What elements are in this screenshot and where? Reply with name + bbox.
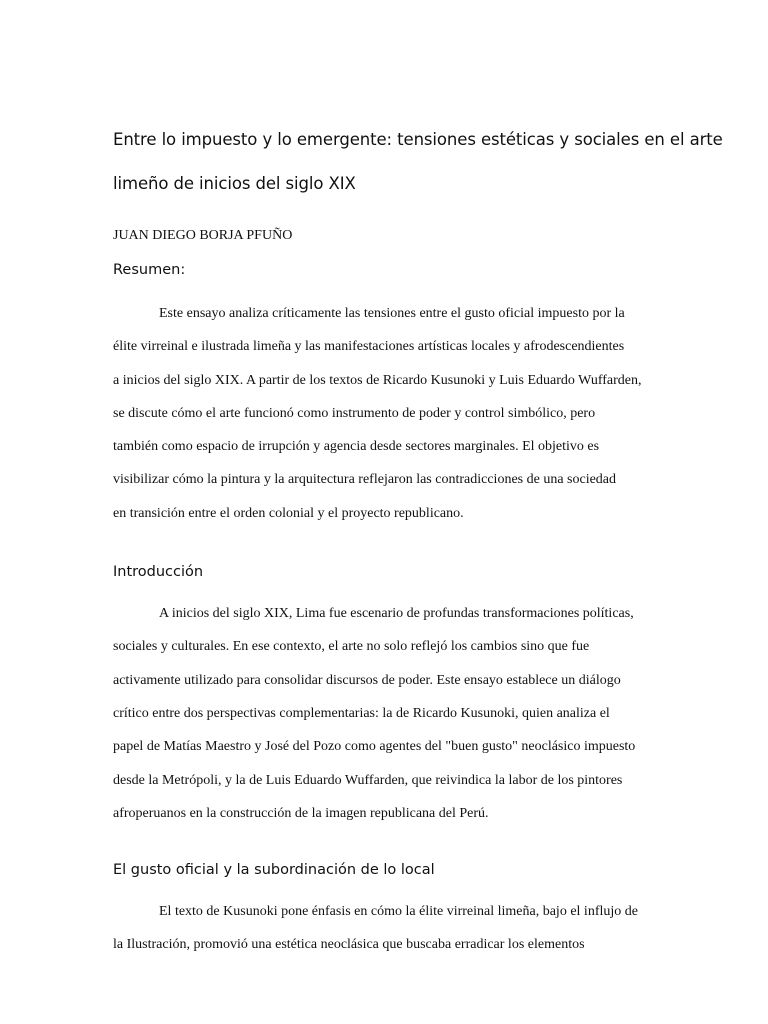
- paragraph-line: activamente utilizado para consolidar discursos de poder. Este ensayo establece un diálogo: [113, 672, 621, 688]
- paragraph-line: afroperuanos en la construcción de la imagen republicana del Perú.: [113, 805, 489, 821]
- section-heading-resumen: Resumen:: [113, 262, 186, 278]
- section-heading-gusto-oficial: El gusto oficial y la subordinación de lo local: [113, 862, 435, 879]
- document-body: [113, 118, 723, 962]
- paragraph-line: en transición entre el orden colonial y el proyecto republicano.: [113, 505, 464, 521]
- author-name: JUAN DIEGO BORJA PFUÑO: [113, 228, 293, 243]
- paragraph-gusto-oficial: [113, 895, 658, 962]
- paragraph-line: también como espacio de irrupción y agencia desde sectores marginales. El objetivo es: [113, 439, 600, 455]
- paragraph-resumen: [113, 297, 658, 530]
- paragraph-introduccion: [113, 597, 658, 830]
- paragraph-line: papel de Matías Maestro y José del Pozo como agentes del "buen gusto" neoclásico impuesto: [113, 739, 636, 755]
- paragraph-line: crítico entre dos perspectivas complementarias: la de Ricardo Kusunoki, quien analiza el: [113, 705, 610, 721]
- paragraph-line: élite virreinal e ilustrada limeña y las manifestaciones artísticas locales y afrodescendientes: [113, 339, 625, 355]
- paragraph-line: sociales y culturales. En ese contexto, el arte no solo reflejó los cambios sino que fue: [113, 639, 590, 655]
- paragraph-line: desde la Metrópoli, y la de Luis Eduardo Wuffarden, que reivindica la labor de los pintores: [113, 772, 623, 788]
- paragraph-line: A inicios del siglo XIX, Lima fue escenario de profundas transformaciones políticas,: [159, 606, 634, 622]
- paragraph-line: a inicios del siglo XIX. A partir de los textos de Ricardo Kusunoki y Luis Eduardo Wuffarden,: [113, 372, 642, 388]
- paragraph-line: visibilizar cómo la pintura y la arquitectura reflejaron las contradicciones de una sociedad: [113, 472, 617, 488]
- document-title: [113, 118, 723, 206]
- section-heading-introduccion: Introducción: [113, 564, 204, 581]
- title-line: Entre lo impuesto y lo emergente: tensiones estéticas y sociales en el arte: [113, 130, 723, 149]
- paragraph-line: El texto de Kusunoki pone énfasis en cómo la élite virreinal limeña, bajo el influjo de: [159, 904, 638, 920]
- paragraph-line: la Ilustración, promovió una estética neoclásica que buscaba erradicar los elementos: [113, 937, 585, 953]
- paragraph-line: Este ensayo analiza críticamente las tensiones entre el gusto oficial impuesto por la: [159, 306, 625, 321]
- paragraph-line: se discute cómo el arte funcionó como instrumento de poder y control simbólico, pero: [113, 405, 596, 421]
- title-line: limeño de inicios del siglo XIX: [113, 174, 356, 193]
